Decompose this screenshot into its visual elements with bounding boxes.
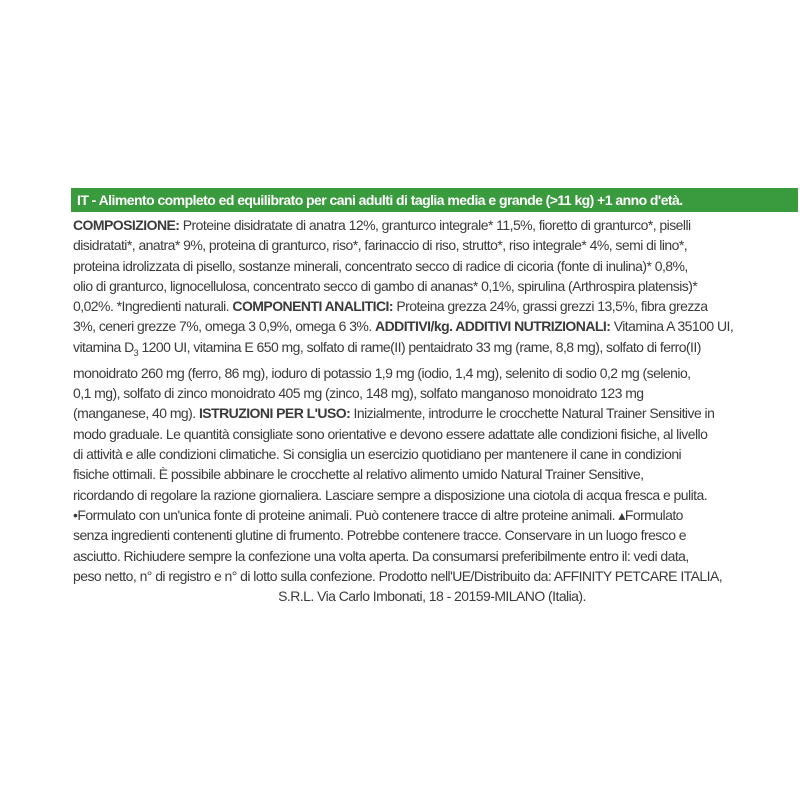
- text-line: vitamina $D_3$ 1200 UI, vitamina E 650 mg, solfato di rame(II) pentaidrato 33 mg (rame, 8,8 mg), solfato di ferro(II): [73, 338, 701, 358]
- text-line: proteina idrolizzata di pisello, sostanze minerali, concentrato secco di radice di cicoria (fonte di inulina)* 0,8%,: [73, 257, 688, 274]
- text-line: fisiche ottimali. È possibile abbinare le crocchette al relativo alimento umido Natural Trainer Sensitive,: [73, 466, 644, 483]
- label-title: IT - Alimento completo ed equilibrato per cani adulti di taglia media e grande (>11 kg) +1 anno d'età.: [77, 192, 683, 208]
- text-line: di attività e alle condizioni climatiche. Si consiglia un esercizio quotidiano per mantenere il cane in condizioni: [73, 446, 682, 463]
- text-line-address: S.R.L. Via Carlo Imbonati, 18 - 20159-MILANO (Italia).: [278, 588, 586, 605]
- text-line: •Formulato con un'unica fonte di proteine animali. Può contenere tracce di altre proteine animali. ▴Formulato: [73, 506, 683, 523]
- text-line: 0,1 mg), solfato di zinco monoidrato 405 mg (zinco, 148 mg), solfato manganoso monoidrato 123 mg: [73, 385, 644, 402]
- text-line: COMPOSIZIONE: Proteine disidratate di anatra 12%, granturco integrale* 11,5%, fioretto di granturco*, piselli: [73, 217, 691, 233]
- text-line: olio di granturco, lignocellulosa, concentrato secco di gambo di ananas* 0,1%, spirulina (Arthrospira platensis)*: [73, 277, 698, 294]
- text-line: modo graduale. Le quantità consigliate sono orientative e devono essere adattate alle condizioni fisiche, al livello: [73, 425, 708, 442]
- text-line: ricordando di regolare la razione giornaliera. Lasciare sempre a disposizione una ciotola di acqua fresca e pulita.: [73, 486, 708, 503]
- text-line: monoidrato 260 mg (ferro, 86 mg), ioduro di potassio 1,9 mg (iodio, 1,4 mg), selenito di sodio 0,2 mg (selenio,: [73, 364, 691, 381]
- section-heading-istruzioni: ISTRUZIONI PER L'USO:: [198, 405, 351, 422]
- text-line: (manganese, 40 mg). ISTRUZIONI PER L'USO: Inizialmente, introdurre le crocchette Natural Trainer Sensitive in: [73, 405, 715, 422]
- section-heading-composizione: COMPOSIZIONE:: [73, 217, 180, 233]
- text-line: 3%, ceneri grezze 7%, omega 3 0,9%, omega 6 3%. ADDITIVI/kg. ADDITIVI NUTRIZIONALI: Vitamina A 35100 UI,: [73, 318, 734, 335]
- text-line: peso netto, n° di registro e n° di lotto sulla confezione. Prodotto nell'UE/Distribuito da: AFFINITY PETCARE ITALIA,: [73, 567, 723, 584]
- section-heading-componenti-analitici: COMPONENTI ANALITICI:: [232, 298, 393, 315]
- label-header-bar: [71, 188, 798, 212]
- label-body: [73, 215, 791, 606]
- text-line: 0,02%. *Ingredienti naturali. COMPONENTI ANALITICI: Proteina grezza 24%, grassi grezzi 13,5%, fibra grezza: [73, 298, 708, 315]
- text-line: disidratati*, anatra* 9%, proteina di granturco, riso*, farinaccio di riso, strutto*, riso integrale* 4%, semi di lino*,: [73, 237, 688, 254]
- text-line: asciutto. Richiudere sempre la confezione una volta aperta. Da consumarsi preferibilmente entro il: vedi data,: [73, 547, 689, 564]
- section-heading-additivi: ADDITIVI/kg. ADDITIVI NUTRIZIONALI:: [375, 318, 611, 335]
- text-line: senza ingredienti contenenti glutine di frumento. Potrebbe contenere tracce. Conservare in un luogo fresco e: [73, 527, 687, 544]
